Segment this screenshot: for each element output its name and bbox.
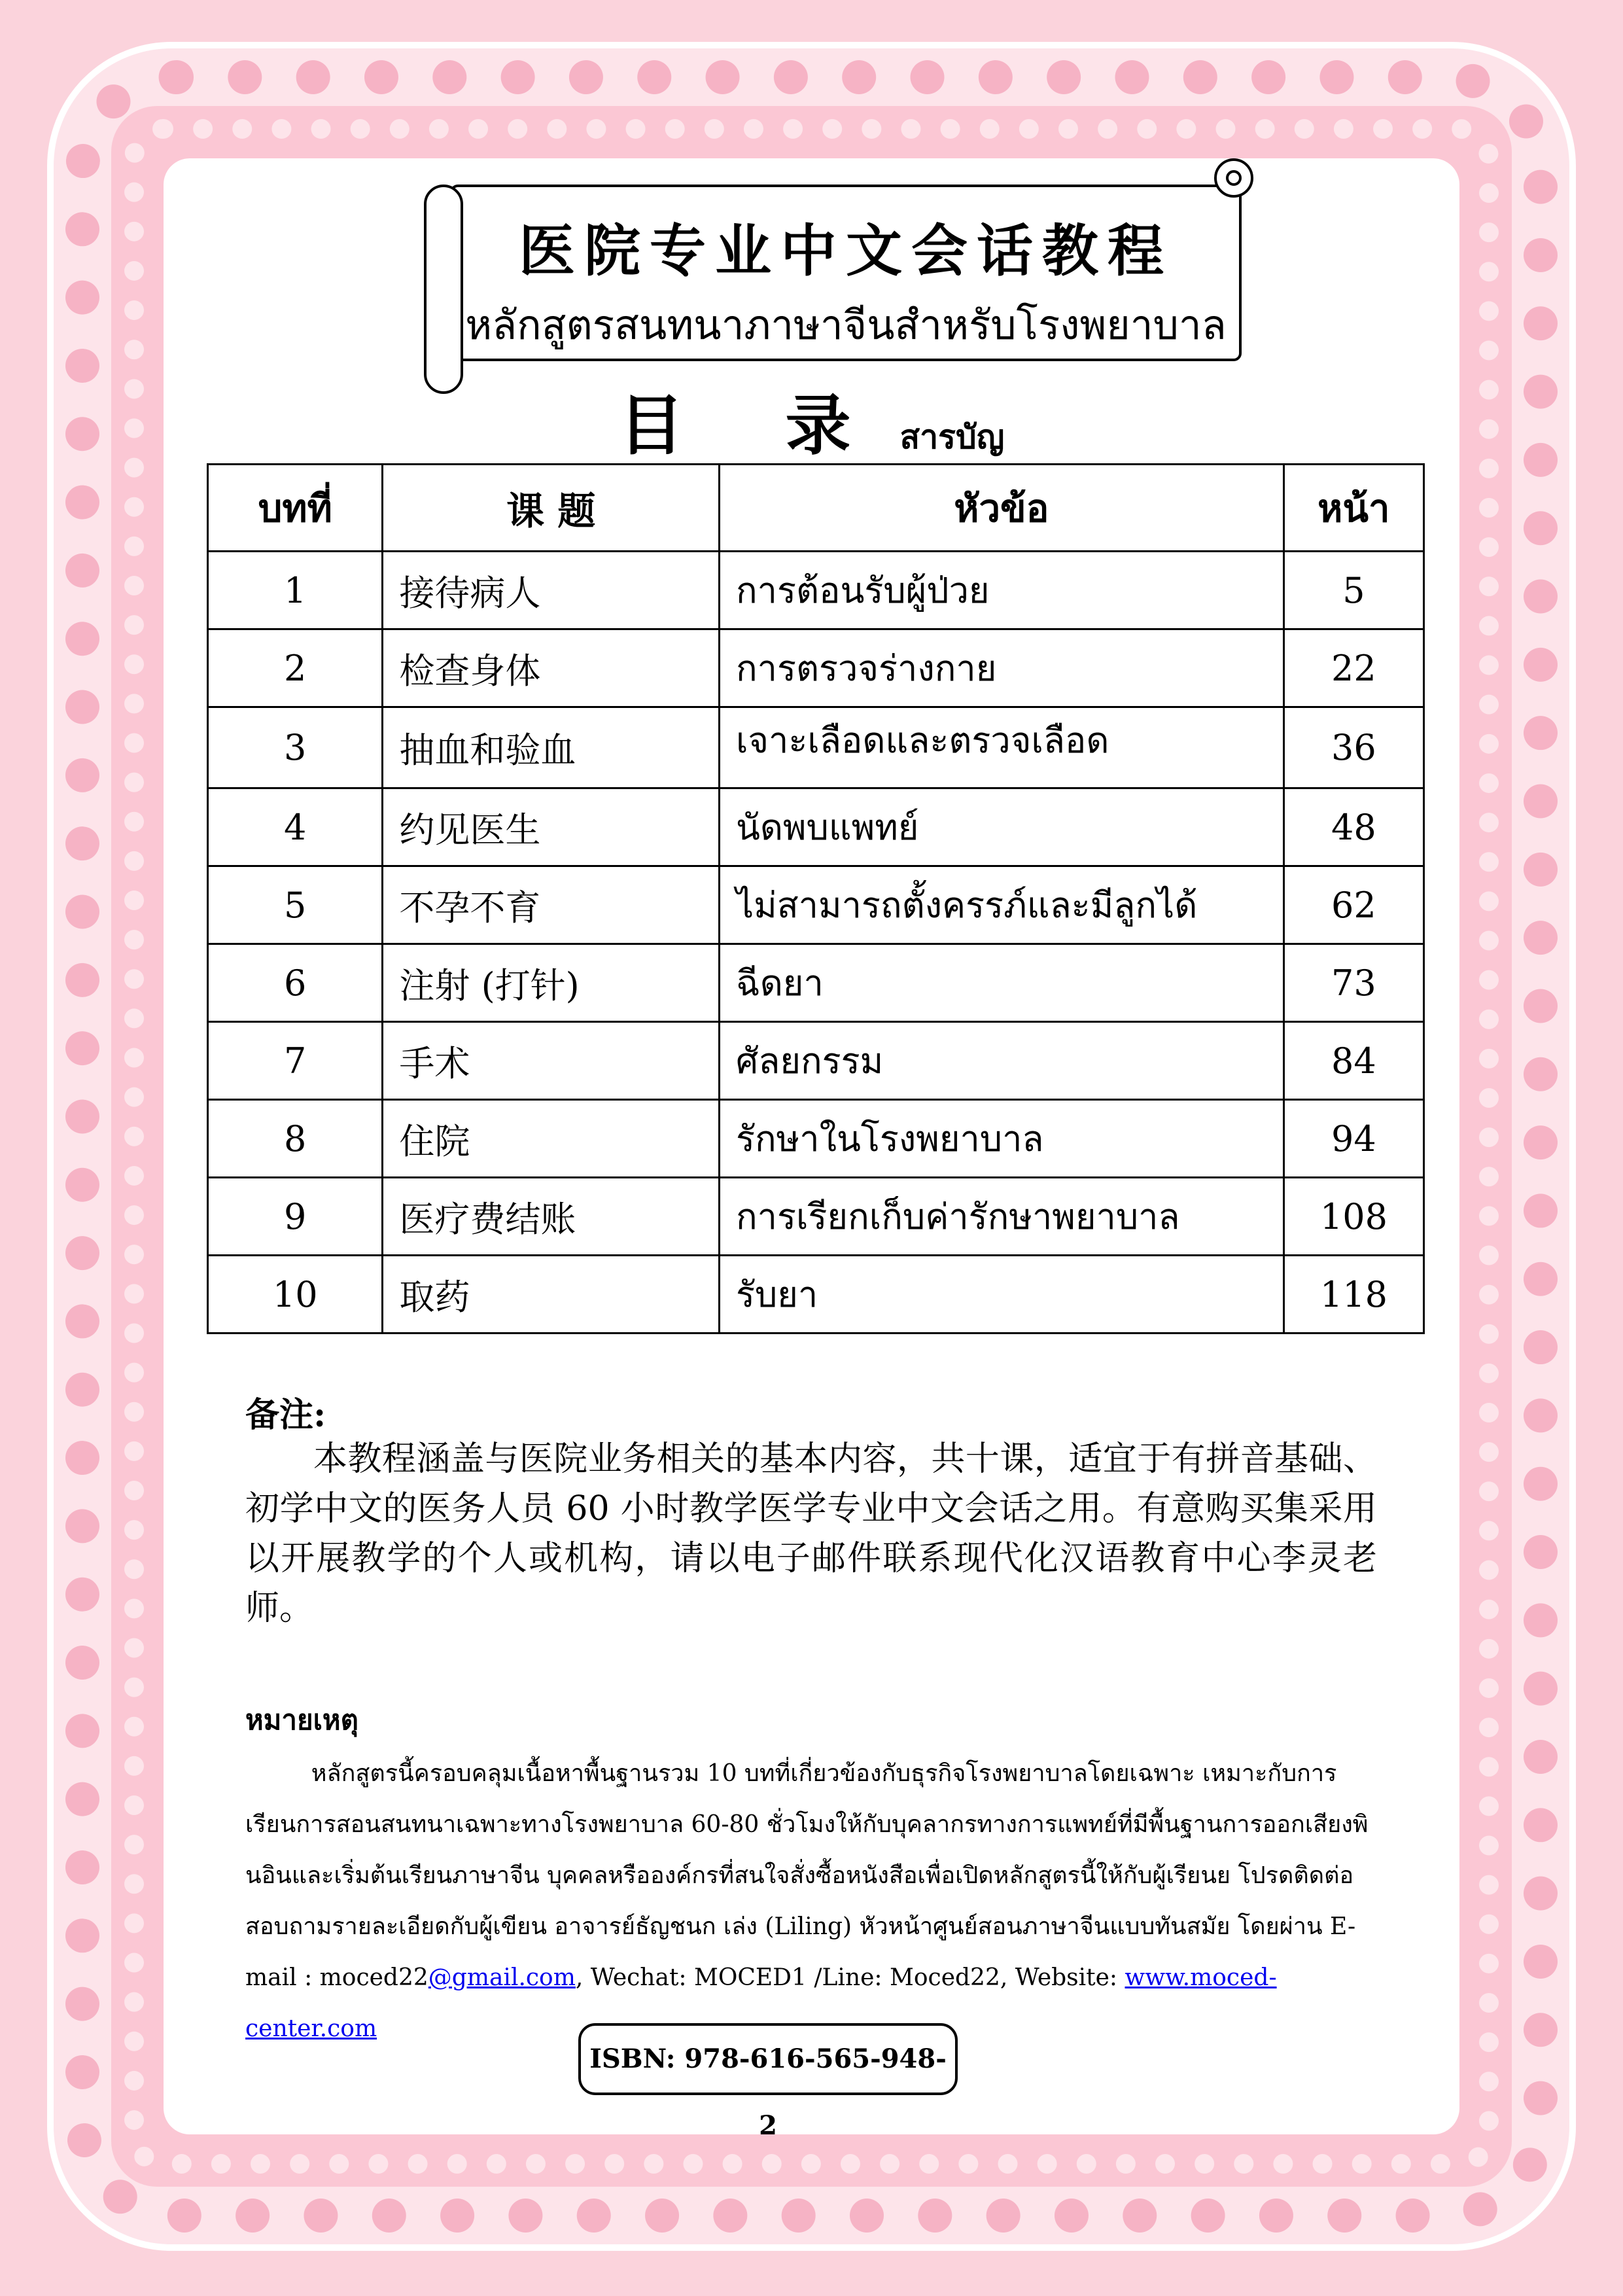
lesson-no: 6 (208, 944, 383, 1022)
lesson-page: 73 (1283, 944, 1423, 1022)
table-row (208, 1256, 1424, 1333)
lesson-title-th: การตรวจร่างกาย (719, 629, 1283, 707)
toc-table (207, 463, 1425, 1334)
lesson-no: 10 (208, 1256, 383, 1333)
toc-header-row (208, 465, 1424, 552)
note-th-text: หลักสูตรนี้ครอบคลุมเนื้อหาพื้นฐานรวม 10 บทที่เกี่ยวข้องกับธุรกิจโรงพยาบาลโดยเฉพาะ เหมาะกับการเรียนการสอนสนทนาเฉพาะทางโรงพยาบาล 60-80 ชั่วโมงให้กับบุคลากรทางการแพทย์ที่มีพื้นฐานการออกเสียงพินอินและเริ่มต้นเรียนภาษาจีน บุคคลหรือองค์กรที่สนใจสั่งซื้อหนังสือเพื่อเปิดหลักสูตรนี้ให้กับผู้เรียนย โปรดติดต่อสอบถามรายละเอียดกับผู้เขียน อาจารย์ธัญชนก เล่ง (Liling) หัวหน้าศูนย์สอนภาษาจีนแบบทันสมัย โดยผ่าน E-mail : moced22 (245, 1760, 1369, 1991)
lesson-no: 4 (208, 788, 383, 866)
lesson-page: 22 (1283, 629, 1423, 707)
col-header-lesson-no: บทที่ (208, 465, 383, 552)
lesson-no: 8 (208, 1100, 383, 1178)
lesson-page: 5 (1283, 552, 1423, 629)
title-thai: หลักสูตรสนทนาภาษาจีนสำหรับโรงพยาบาล (465, 301, 1227, 349)
lesson-title-cn: 手术 (383, 1022, 720, 1100)
table-row (208, 944, 1424, 1022)
lesson-no: 1 (208, 552, 383, 629)
note-th-paragraph (245, 1748, 1380, 2055)
table-row (208, 552, 1424, 629)
title-scroll-banner (424, 185, 1242, 361)
lesson-title-cn: 医疗费结账 (383, 1178, 720, 1256)
lesson-title-cn: 住院 (383, 1100, 720, 1178)
lesson-no: 3 (208, 707, 383, 788)
lesson-no: 5 (208, 866, 383, 944)
table-row (208, 1022, 1424, 1100)
toc-heading-thai: สารบัญ (899, 418, 1005, 456)
lesson-page: 108 (1283, 1178, 1423, 1256)
lesson-no: 7 (208, 1022, 383, 1100)
table-row (208, 866, 1424, 944)
lesson-title-th: ศัลยกรรม (719, 1022, 1283, 1100)
scroll-roll-right (1214, 158, 1253, 198)
table-row (208, 707, 1424, 788)
table-row (208, 1178, 1424, 1256)
lesson-page: 36 (1283, 707, 1423, 788)
toc-heading (0, 373, 1623, 467)
lesson-title-th: รักษาในโรงพยาบาล (719, 1100, 1283, 1178)
table-row (208, 788, 1424, 866)
lesson-page: 94 (1283, 1100, 1423, 1178)
scroll-body (450, 185, 1242, 361)
note-cn-heading: 备注: (245, 1395, 326, 1435)
note-th-heading: หมายเหตุ (245, 1704, 358, 1736)
lesson-page: 84 (1283, 1022, 1423, 1100)
website-link[interactable]: www.moced-center.com (245, 1964, 1277, 2042)
lesson-title-th: ฉีดยา (719, 944, 1283, 1022)
lesson-title-cn: 不孕不育 (383, 866, 720, 944)
table-row (208, 1100, 1424, 1178)
lesson-title-th: นัดพบแพทย์ (719, 788, 1283, 866)
col-header-topic-cn: 课 题 (383, 465, 720, 552)
note-cn-paragraph: 本教程涵盖与医院业务相关的基本内容，共十课，适宜于有拼音基础、初学中文的医务人员 60 小时教学医学专业中文会话之用。有意购买集采用以开展教学的个人或机构，请以电子邮件联系现代化汉语教育中心李灵老师。 (245, 1439, 1377, 1628)
lesson-title-cn: 注射 (打针) (383, 944, 720, 1022)
title-chinese: 医院专业中文会话教程 (519, 218, 1173, 284)
scroll-roll-left (424, 185, 463, 394)
lesson-title-cn: 抽血和验血 (383, 707, 720, 788)
email-link[interactable]: @gmail.com (428, 1964, 576, 1991)
lesson-page: 48 (1283, 788, 1423, 866)
toc-heading-chinese: 目 录 (618, 387, 890, 464)
lesson-title-cn: 检查身体 (383, 629, 720, 707)
lesson-title-th: เจาะเลือดและตรวจเลือด (719, 707, 1283, 788)
lesson-title-cn: 接待病人 (383, 552, 720, 629)
col-header-page: หน้า (1283, 465, 1423, 552)
isbn-box: ISBN: 978-616-565-948-2 (578, 2023, 958, 2095)
lesson-no: 9 (208, 1178, 383, 1256)
table-row (208, 629, 1424, 707)
lesson-no: 2 (208, 629, 383, 707)
lesson-title-th: ไม่สามารถตั้งครรภ์และมีลูกได้ (719, 866, 1283, 944)
lesson-title-th: การต้อนรับผู้ป่วย (719, 552, 1283, 629)
lesson-title-cn: 约见医生 (383, 788, 720, 866)
col-header-topic-th: หัวข้อ (719, 465, 1283, 552)
lesson-title-cn: 取药 (383, 1256, 720, 1333)
lesson-title-th: การเรียกเก็บค่ารักษาพยาบาล (719, 1178, 1283, 1256)
lesson-title-th: รับยา (719, 1256, 1283, 1333)
lesson-page: 118 (1283, 1256, 1423, 1333)
contact-info: , Wechat: MOCED1 /Line: Moced22, Website: (575, 1964, 1125, 1991)
lesson-page: 62 (1283, 866, 1423, 944)
